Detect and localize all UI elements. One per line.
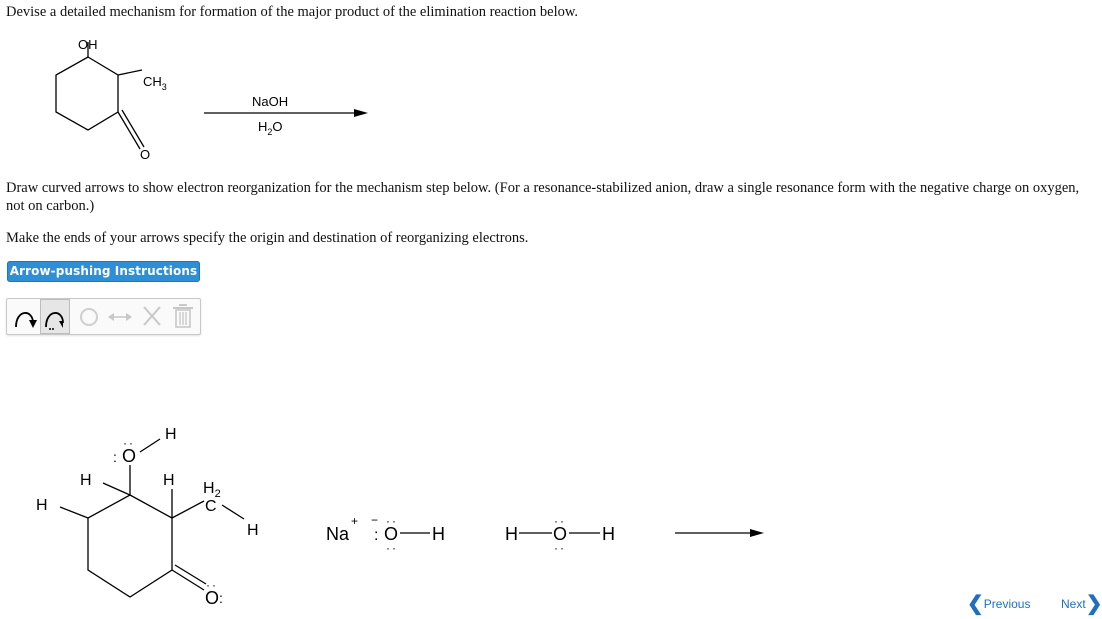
hydroxide-h: H — [432, 524, 445, 544]
arrow-toolbar — [6, 298, 201, 335]
water-lone-pair-top: ·· — [554, 514, 566, 528]
chevron-right-icon: ❯ — [1085, 593, 1102, 615]
lone-pair-top: ·· — [123, 436, 135, 450]
step-arrowhead — [750, 529, 764, 537]
water-oxygen: O — [553, 524, 568, 544]
hydroxide-oxygen: O — [384, 524, 399, 544]
rotate-icon — [75, 299, 103, 334]
hydroxide-lone-pair-top: ·· — [386, 514, 398, 528]
reactant-ring — [56, 42, 144, 149]
trash-icon — [169, 299, 197, 334]
delete-tool[interactable] — [138, 299, 166, 334]
resonance-arrow-icon — [105, 299, 135, 334]
ketone-lone-pair-right: : — [219, 590, 223, 606]
double-electron-arrow-icon — [11, 299, 39, 334]
arrow-end-instructions: Make the ends of your arrows specify the origin and destination of reorganizing electrons. — [6, 230, 529, 246]
mechanism-instructions: Draw curved arrows to show electron reorganization for the mechanism step below. (For a resonance-stabilized anion, draw a single resonance form with the negative charge on oxygen, not on carbon.) — [6, 180, 1080, 214]
ketone-o-label: O — [140, 147, 151, 162]
question-prompt: Devise a detailed mechanism for formation of the major product of the elimination reaction below. — [6, 4, 579, 20]
ketone-lone-pair-top: ·· — [206, 578, 218, 592]
single-electron-arrow-icon — [41, 300, 69, 333]
previous-button[interactable] — [967, 592, 1030, 616]
mech-ch2-label: $H_2$ — [203, 480, 221, 500]
mechanism-canvas[interactable] — [0, 400, 800, 619]
reaction-scheme — [0, 30, 400, 170]
intermediate-ring — [60, 439, 244, 597]
water-h-left: H — [505, 524, 518, 544]
rotate-tool[interactable] — [75, 299, 103, 334]
water-lone-pair-bottom: ·· — [554, 541, 566, 555]
double-electron-arrow-tool[interactable] — [11, 299, 39, 334]
reagent-label: NaOH — [252, 94, 289, 109]
solvent-label: $H_2O$ — [258, 119, 283, 137]
reaction-arrowhead — [354, 109, 368, 117]
single-electron-arrow-tool[interactable] — [40, 299, 70, 334]
arrow-pushing-instructions-button[interactable]: Arrow-pushing Instructions — [7, 261, 200, 282]
delete-icon — [138, 299, 166, 334]
resonance-arrow-tool[interactable] — [105, 299, 135, 334]
mech-h-c2: H — [163, 472, 175, 489]
next-button[interactable] — [1061, 592, 1102, 616]
mech-h-ch2: H — [247, 522, 259, 539]
clear-tool[interactable] — [169, 299, 197, 334]
mech-h-left: H — [36, 497, 48, 514]
hydroxide-lone-pair-left: : — [374, 527, 379, 544]
lone-pair-left: : — [113, 449, 117, 465]
mech-h-c1: H — [80, 472, 92, 489]
sodium-label: Na — [326, 524, 350, 544]
water-h-right: H — [602, 524, 615, 544]
chevron-left-icon: ❮ — [967, 593, 984, 615]
sodium-charge: + — [351, 514, 359, 528]
mech-h-top: H — [165, 426, 177, 443]
mech-oxygen-top: O — [122, 446, 137, 466]
mech-ketone-oxygen: O — [205, 588, 220, 608]
previous-label: Previous — [983, 597, 1031, 611]
ch3-label: $CH_3$ — [143, 74, 167, 92]
next-label: Next — [1061, 597, 1086, 611]
oh-label: OH — [78, 37, 98, 52]
hydroxide-charge: − — [371, 513, 379, 527]
mech-carbon-label: C — [205, 498, 217, 515]
hydroxide-lone-pair-bottom: ·· — [386, 541, 398, 555]
